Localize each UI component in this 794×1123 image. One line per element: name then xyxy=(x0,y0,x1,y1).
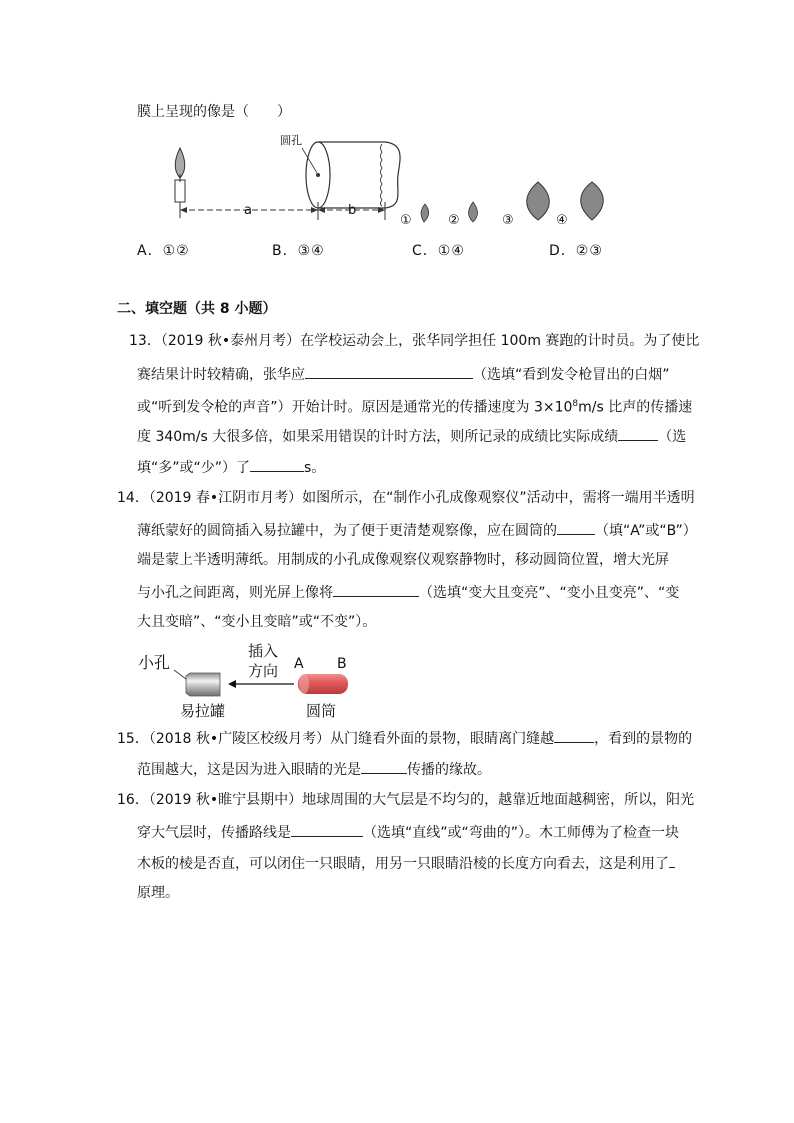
q14-figure xyxy=(134,636,374,722)
mark-3: ③ xyxy=(502,213,514,228)
q13-line-4 xyxy=(137,425,686,447)
q16-line-4: 原理。 xyxy=(137,885,179,901)
soda-can xyxy=(186,673,220,696)
q16-blank-1[interactable] xyxy=(291,821,363,837)
q13-blank-2[interactable] xyxy=(618,425,658,441)
q15-text-2a: 范围越大，这是因为进入眼睛的光是 xyxy=(137,762,361,778)
q13-line-2 xyxy=(137,363,670,385)
option-b[interactable]: B．③④ xyxy=(272,243,325,259)
q13-text-3a: 或“听到发令枪的声音”）开始计时。原因是通常光的传播速度为 3×10 xyxy=(137,399,573,416)
q13-exponent: 8 xyxy=(572,399,579,409)
q14-text-2a: 薄纸蒙好的圆筒插入易拉罐中，为了便于更清楚观察像，应在圆筒的 xyxy=(137,523,557,539)
q13-text-5b: s。 xyxy=(304,460,326,476)
q13-blank-1[interactable] xyxy=(305,363,473,379)
q14-text-4b: （选填“变大且变亮”、“变小且变亮”、“变 xyxy=(419,585,680,601)
q15-line-1 xyxy=(117,727,692,749)
image-4-large-inverted xyxy=(581,182,604,220)
q13-text-3b: m/s 比声的传播速 xyxy=(578,399,693,416)
end-b-label: B xyxy=(337,656,347,672)
screen-membrane xyxy=(381,144,383,206)
q14-text-2b: （填“A”或“B”） xyxy=(595,523,697,539)
q13-line-5 xyxy=(137,456,325,478)
q13-text-2b: （选填“看到发令枪冒出的白烟” xyxy=(473,367,670,383)
q13-line-3 xyxy=(137,394,692,418)
q15-text-1a: 15．（2018 秋•广陵区校级月考）从门缝看外面的景物，眼睛离门缝越 xyxy=(117,731,555,747)
image-1-small-inverted xyxy=(421,204,429,222)
insert-label-1: 插入 xyxy=(248,642,279,660)
q12-intro: 膜上呈现的像是（ ） xyxy=(137,104,291,120)
q16-text-3: 木板的棱是否直，可以闭住一只眼睛，用另一只眼睛沿棱的长度方向看去，这是利用了 xyxy=(137,856,669,872)
candle-flame xyxy=(175,148,185,178)
q13-text-4b: （选 xyxy=(658,429,687,445)
q14-line-3: 端是蒙上半透明薄纸。用制成的小孔成像观察仪观察静物时，移动圆筒位置，增大光屏 xyxy=(137,552,669,568)
q14-blank-1[interactable] xyxy=(557,519,595,535)
q12-figure xyxy=(160,130,620,230)
image-3-large-upright xyxy=(527,182,550,220)
q14-line-5: 大且变暗”、“变小且变暗”或“不变”）。 xyxy=(137,614,377,630)
q15-blank-1[interactable] xyxy=(554,727,594,743)
mark-4: ④ xyxy=(556,213,568,228)
dimension-b-label: b xyxy=(348,203,357,218)
q16-text-2b: （选填“直线”或“弯曲的”）。木工师傅为了检查一块 xyxy=(363,825,680,841)
q16-text-2a: 穿大气层时，传播路线是 xyxy=(137,825,291,841)
tube-label: 圆筒 xyxy=(306,702,337,720)
section-title: 二、填空题（共 8 小题） xyxy=(117,301,277,317)
q15-text-1b: ，看到的景物的 xyxy=(594,731,693,747)
q13-text-4a: 度 340m/s 大很多倍，如果采用错误的计时方法，则所记录的成绩比实际成绩 xyxy=(137,429,619,445)
q16-line-2 xyxy=(137,821,679,843)
option-d[interactable]: D．②③ xyxy=(549,243,603,259)
mark-1: ① xyxy=(400,213,412,228)
q13-blank-3[interactable] xyxy=(250,456,304,472)
q14-line-4 xyxy=(137,581,679,603)
q13-line-1: 13．（2019 秋•泰州月考）在学校运动会上，张华同学担任 100m 赛跑的计时员。为了使比 xyxy=(129,333,700,349)
q15-text-2b: 传播的缘故。 xyxy=(407,762,491,778)
hole-label: 圆孔 xyxy=(280,134,302,147)
candle-body xyxy=(175,180,185,202)
mark-2: ② xyxy=(448,213,460,228)
q16-line-1: 16．（2019 秋•睢宁县期中）地球周围的大气层是不均匀的，越靠近地面越稠密，所以，阳光 xyxy=(117,792,695,808)
q13-text-2a: 赛结果计时较精确，张华应 xyxy=(137,367,305,383)
q14-text-4a: 与小孔之间距离，则光屏上像将 xyxy=(137,585,333,601)
can-label: 易拉罐 xyxy=(180,702,226,720)
q14-line-2 xyxy=(137,519,697,541)
pinhole xyxy=(316,173,320,177)
image-2-small-upright xyxy=(469,202,478,222)
q16-line-3 xyxy=(137,852,675,874)
q14-line-1: 14．（2019 春•江阴市月考）如图所示，在“制作小孔成像观察仪”活动中，需将一端用半透明 xyxy=(117,490,695,506)
hole-text: 小孔 xyxy=(138,653,171,672)
q13-text-5a: 填“多”或“少”）了 xyxy=(137,460,251,476)
q16-blank-2[interactable] xyxy=(669,852,675,868)
end-a-label: A xyxy=(294,656,304,672)
q15-blank-2[interactable] xyxy=(361,758,407,774)
q15-line-2 xyxy=(137,758,491,780)
option-a[interactable]: A．①② xyxy=(137,243,190,259)
option-c[interactable]: C．①④ xyxy=(412,243,465,259)
insert-label-2: 方向 xyxy=(248,662,279,680)
q14-blank-2[interactable] xyxy=(333,581,419,597)
dimension-a-label: a xyxy=(244,203,252,218)
